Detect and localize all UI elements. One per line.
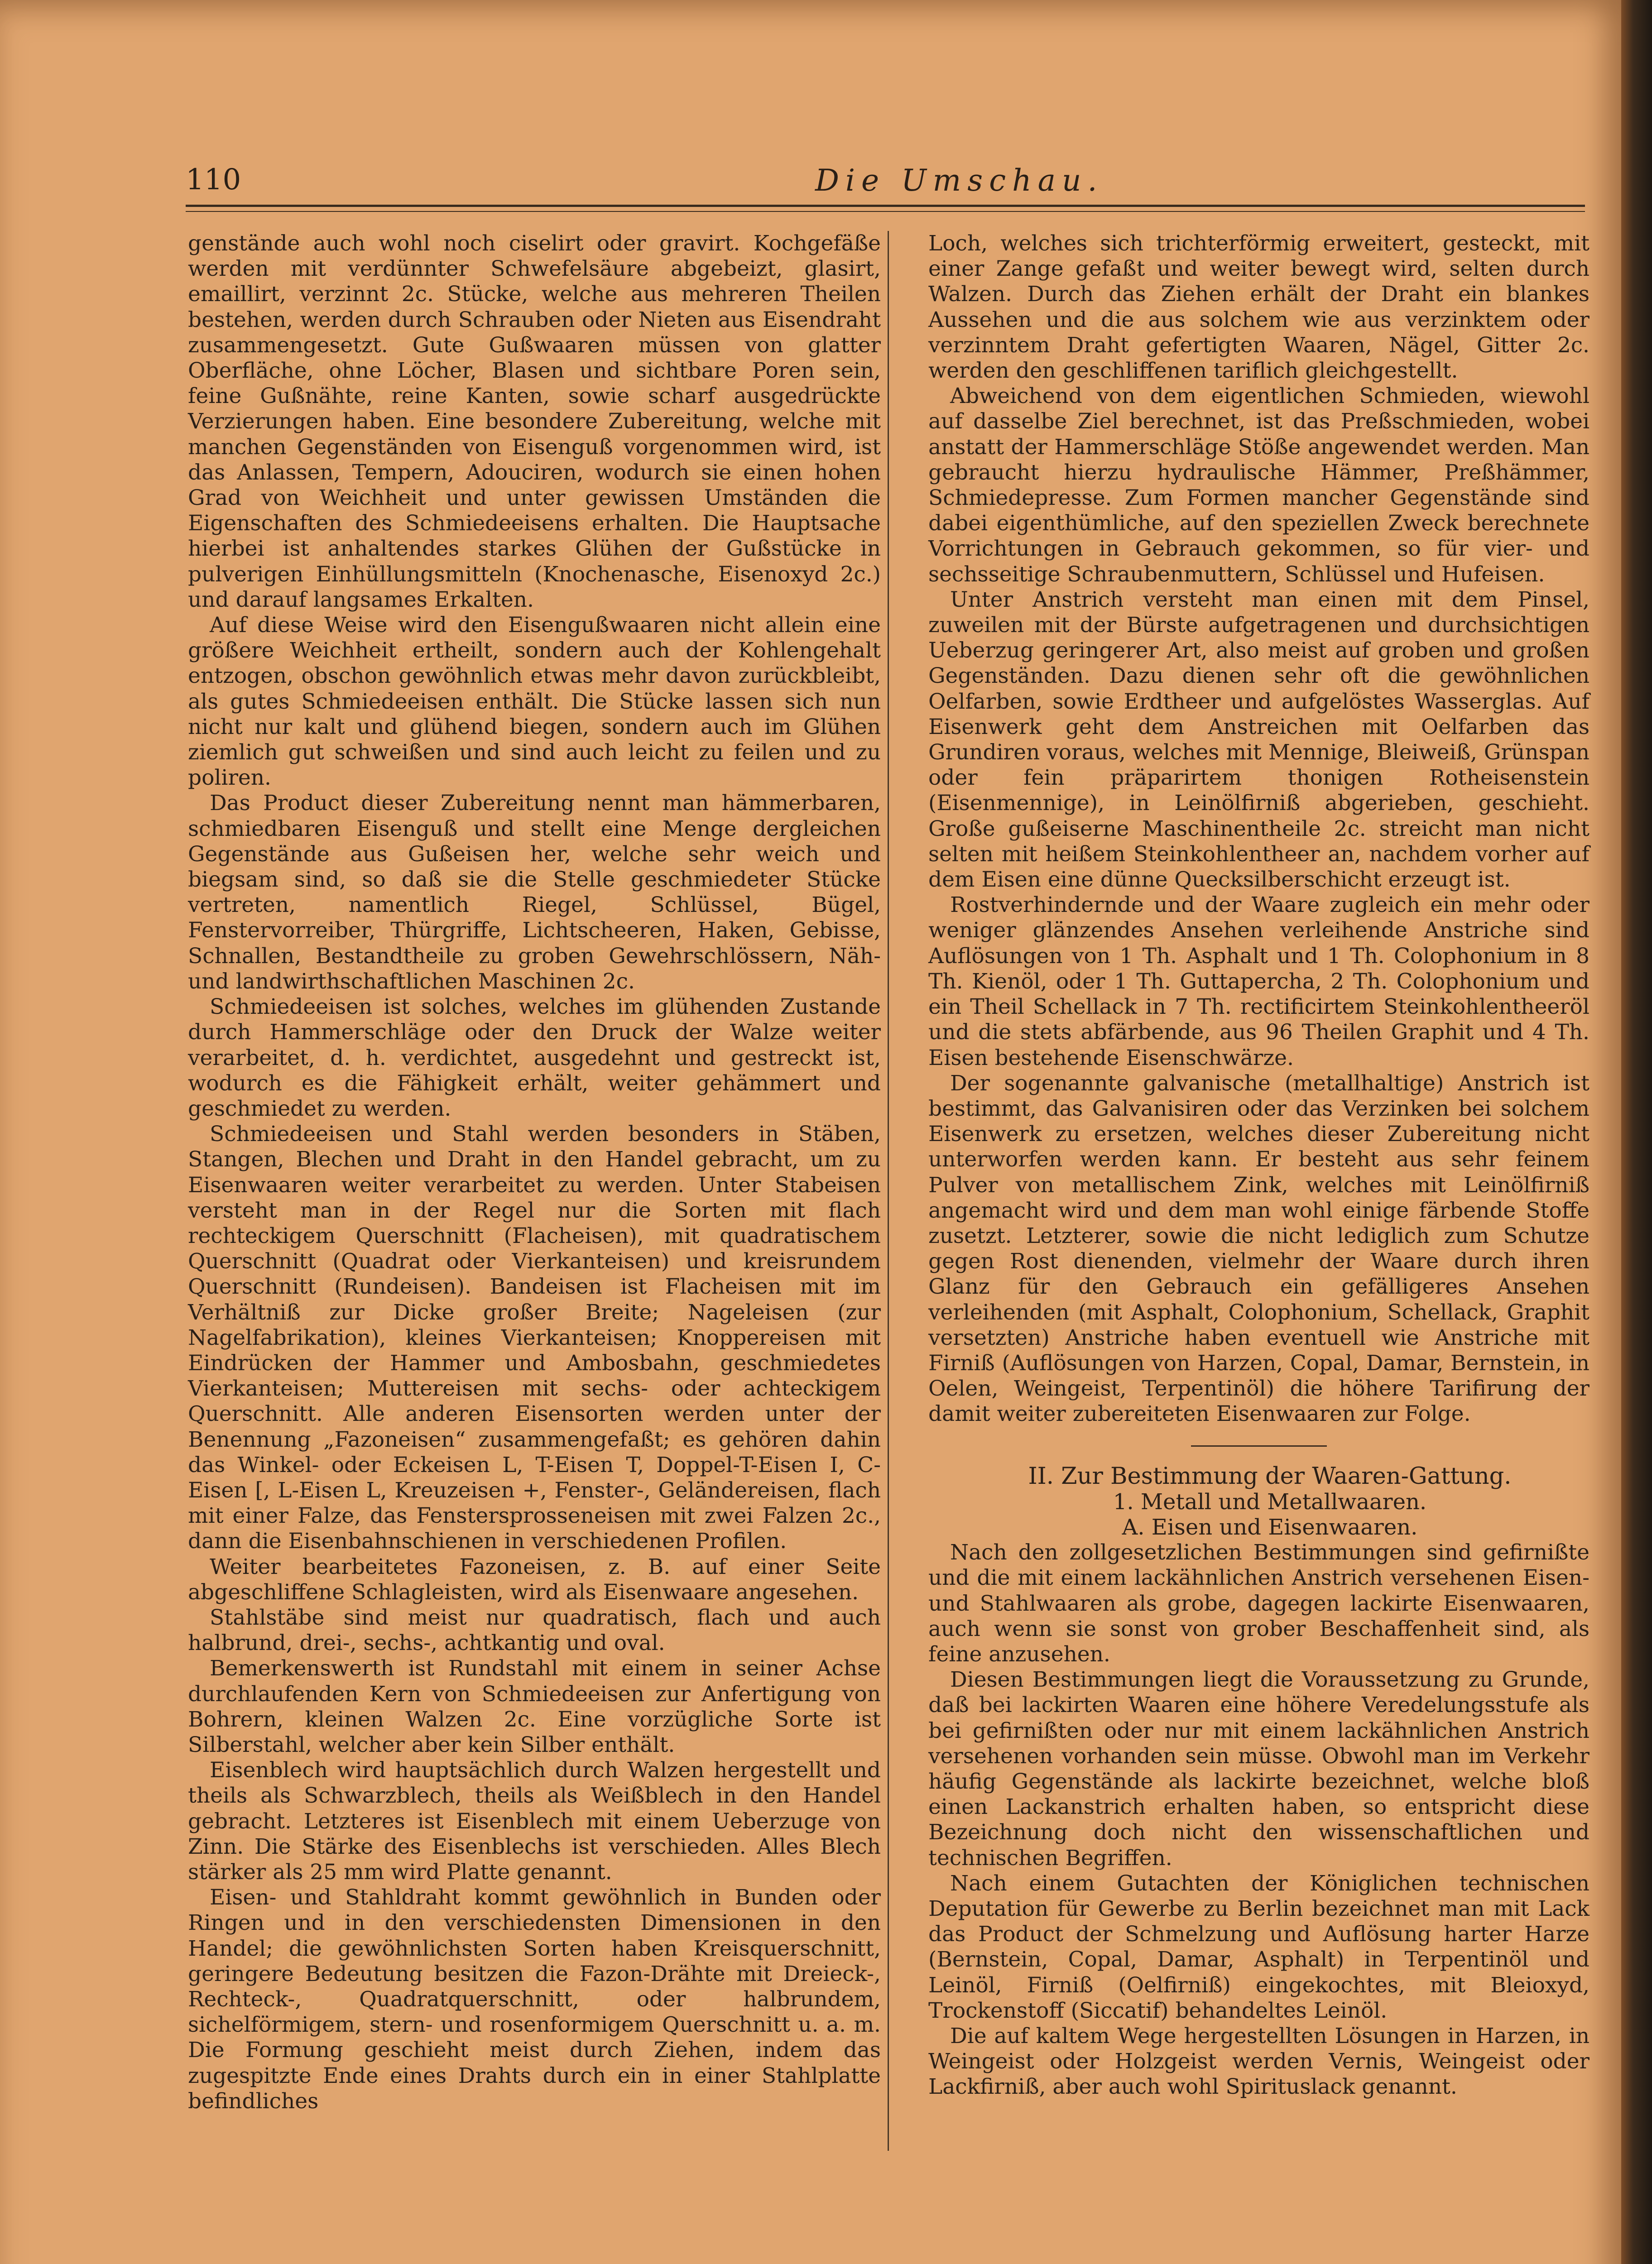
paragraph: Rostverhindernde und der Waare zugleich ein mehr oder weniger glänzendes Ansehen verleihende Anstriche sind Auflösungen von 1 Th. Asphalt und 1 Th. Colophonium in 8 Th. Kienöl, oder 1 Th. Guttapercha, 2 Th. Colophonium und ein Theil Schellack in 7 Th. rectificirtem Steinkohlentheeröl und die stets abfärbende, aus 96 Theilen Graphit und 4 Th. Eisen bestehende Eisenschwärze. [928,892,1590,1070]
paragraph: Weiter bearbeitetes Fazoneisen, z. B. auf einer Seite abgeschliffene Schlagleisten, wird als Eisenwaare angesehen. [188,1554,881,1605]
page-number: 110 [186,163,241,197]
column-divider [888,231,889,2151]
book-spine [1621,0,1652,2264]
paragraph: genstände auch wohl noch ciselirt oder gravirt. Kochgefäße werden mit verdünnter Schwefelsäure abgebeizt, glasirt, emaillirt, verzinnt 2c. Stücke, welche aus mehreren Theilen bestehen, werden durch Schrauben oder Nieten aus Eisendraht zusammengesetzt. Gute Gußwaaren müssen von glatter Oberfläche, ohne Löcher, Blasen und sichtbare Poren sein, feine Gußnähte, reine Kanten, sowie scharf ausgedrückte Verzierungen haben. Eine besondere Zubereitung, welche mit manchen Gegenständen von Eisenguß vorgenommen wird, ist das Anlassen, Tempern, Adouciren, wodurch sie einen hohen Grad von Weichheit und unter gewissen Umständen die Eigenschaften des Schmiedeeisens erhalten. Die Hauptsache hierbei ist anhaltendes starkes Glühen der Gußstücke in pulverigen Einhüllungsmitteln (Knochenasche, Eisenoxyd 2c.) und darauf langsames Erkalten. [188,231,881,612]
section-separator [1191,1445,1327,1447]
paragraph: Die auf kaltem Wege hergestellten Lösungen in Harzen, in Weingeist oder Holzgeist werden Vernis, Weingeist oder Lackfirniß, aber auch wohl Spirituslack genannt. [928,2024,1590,2100]
paragraph: Loch, welches sich trichterförmig erweitert, gesteckt, mit einer Zange gefaßt und weiter bewegt wird, selten durch Walzen. Durch das Ziehen erhält der Draht ein blankes Aussehen und die aus solchem wie aus verzinktem oder verzinntem Draht gefertigten Waaren, Nägel, Gitter 2c. werden den geschliffenen tariflich gleichgestellt. [928,231,1590,384]
header-rule-thin [186,211,1585,212]
paragraph: Schmiedeeisen und Stahl werden besonders in Stäben, Stangen, Blechen und Draht in den Handel gebracht, um zu Eisenwaaren weiter verarbeitet zu werden. Unter Stabeisen versteht man in der Regel nur die Sorten mit flach rechteckigem Querschnitt (Flacheisen), mit quadratischem Querschnitt (Quadrat oder Vierkanteisen) und kreisrundem Querschnitt (Rundeisen). Bandeisen ist Flacheisen mit im Verhältniß zur Dicke großer Breite; Nageleisen (zur Nagelfabrikation), kleines Vierkanteisen; Knoppereisen mit Eindrücken der Hammer und Ambosbahn, geschmiedetes Vierkanteisen; Muttereisen mit sechs- oder achteckigem Querschnitt. Alle anderen Eisensorten werden unter der Benennung „Fazoneisen“ zusammengefaßt; es gehören dahin das Winkel- oder Eckeisen L, T-Eisen T, Doppel-T-Eisen I, C-Eisen [, L-Eisen L, Kreuzeisen +, Fenster-, Geländereisen, flach mit einer Falze, das Fenstersprosseneisen mit zwei Falzen 2c., dann die Eisenbahnschienen in verschiedenen Profilen. [188,1122,881,1554]
section-heading: II. Zur Bestimmung der Waaren-Gattung. [1028,1463,1512,1490]
header-rule-thick [186,205,1585,207]
section-subheading: 1. Metall und Metallwaaren. [1113,1489,1427,1515]
paragraph: Nach einem Gutachten der Königlichen technischen Deputation für Gewerbe zu Berlin bezeichnet man mit Lack das Product der Schmelzung und Auflösung harter Harze (Bernstein, Copal, Damar, Asphalt) in Terpentinöl und Leinöl, Firniß (Oelfirniß) eingekochtes, mit Bleioxyd, Trockenstoff (Siccatif) behandeltes Leinöl. [928,1871,1590,2023]
paragraph: Eisen- und Stahldraht kommt gewöhnlich in Bunden oder Ringen und in den verschiedensten Dimensionen in den Handel; die gewöhnlichsten Sorten haben Kreisquerschnitt, geringere Bedeutung besitzen die Fazon-Drähte mit Dreieck-, Rechteck-, Quadratquerschnitt, oder halbrundem, sichelförmigem, stern- und rosenformigem Querschnitt u. a. m. Die Formung geschieht meist durch Ziehen, indem das zugespitzte Ende eines Drahts durch ein in einer Stahlplatte befindliches [188,1885,881,2114]
paragraph: Bemerkenswerth ist Rundstahl mit einem in seiner Achse durchlaufenden Kern von Schmiedeeisen zur Anfertigung von Bohrern, kleinen Walzen 2c. Eine vorzügliche Sorte ist Silberstahl, welcher aber kein Silber enthält. [188,1656,881,1757]
paragraph: Das Product dieser Zubereitung nennt man hämmerbaren, schmiedbaren Eisenguß und stellt eine Menge dergleichen Gegenstände aus Gußeisen her, welche sehr weich und biegsam sind, so daß sie die Stelle geschmiedeter Stücke vertreten, namentlich Riegel, Schlüssel, Bügel, Fenstervorreiber, Thürgriffe, Lichtscheeren, Haken, Gebisse, Schnallen, Bestandtheile zu groben Gewehrschlössern, Näh- und landwirthschaftlichen Maschinen 2c. [188,791,881,994]
section-subsubheading: A. Eisen und Eisenwaaren. [1122,1514,1418,1540]
right-column [928,231,1590,2178]
paragraph: Auf diese Weise wird den Eisengußwaaren nicht allein eine größere Weichheit ertheilt, sondern auch der Kohlengehalt entzogen, obschon gewöhnlich etwas mehr davon zurückbleibt, als gutes Schmiedeeisen enthält. Die Stücke lassen sich nun nicht nur kalt und glühend biegen, sondern auch im Glühen ziemlich gut schweißen und sind auch leicht zu feilen und zu poliren. [188,613,881,791]
paragraph: Schmiedeeisen ist solches, welches im glühenden Zustande durch Hammerschläge oder den Druck der Walze weiter verarbeitet, d. h. verdichtet, ausgedehnt und gestreckt ist, wodurch es die Fähigkeit erhält, weiter gehämmert und geschmiedet zu werden. [188,994,881,1121]
left-column [188,231,881,2178]
page-header [186,163,1585,204]
paragraph: Abweichend von dem eigentlichen Schmieden, wiewohl auf dasselbe Ziel berechnet, ist das Preßschmieden, wobei anstatt der Hammerschläge Stöße angewendet werden. Man gebraucht hierzu hydraulische Hämmer, Preßhämmer, Schmiedepresse. Zum Formen mancher Gegenstände sind dabei eigenthümliche, auf den speziellen Zweck berechnete Vorrichtungen in Gebrauch gekommen, so für vier- und sechsseitige Schraubenmuttern, Schlüssel und Hufeisen. [928,384,1590,587]
paragraph: Der sogenannte galvanische (metallhaltige) Anstrich ist bestimmt, das Galvanisiren oder das Verzinken bei solchem Eisenwerk zu ersetzen, welches dieser Zubereitung nicht unterworfen werden kann. Er besteht aus sehr feinem Pulver von metallischem Zink, welches mit Leinölfirniß angemacht wird und dem man wohl einige färbende Stoffe zusetzt. Letzterer, sowie die nicht lediglich zum Schutze gegen Rost dienenden, vielmehr der Waare durch ihren Glanz für den Gebrauch ein gefälligeres Ansehen verleihenden (mit Asphalt, Colophonium, Schellack, Graphit versetzten) Anstriche haben eventuell wie Anstriche mit Firniß (Auflösungen von Harzen, Copal, Damar, Bernstein, in Oelen, Weingeist, Terpentinöl) die höhere Tarifirung der damit weiter zubereiteten Eisenwaaren zur Folge. [928,1070,1590,1427]
running-title: Die Umschau. [815,163,1104,198]
paragraph: Nach den zollgesetzlichen Bestimmungen sind gefirnißte und die mit einem lackähnlichen Anstrich versehenen Eisen- und Stahlwaaren als grobe, dagegen lackirte Eisenwaaren, auch wenn sie sonst von grober Beschaffenheit sind, als feine anzusehen. [928,1540,1590,1667]
paragraph: Eisenblech wird hauptsächlich durch Walzen hergestellt und theils als Schwarzblech, theils als Weißblech in den Handel gebracht. Letzteres ist Eisenblech mit einem Ueberzuge von Zinn. Die Stärke des Eisenblechs ist verschieden. Alles Blech stärker als 25 mm wird Platte genannt. [188,1758,881,1885]
paragraph: Unter Anstrich versteht man einen mit dem Pinsel, zuweilen mit der Bürste aufgetragenen und durchsichtigen Ueberzug geringerer Art, also meist auf groben und großen Gegenständen. Dazu dienen sehr oft die gewöhnlichen Oelfarben, sowie Erdtheer und aufgelöstes Wasserglas. Auf Eisenwerk geht dem Anstreichen mit Oelfarben das Grundiren voraus, welches mit Mennige, Bleiweiß, Grünspan oder fein präparirtem thonigen Rotheisenstein (Eisenmennige), in Leinölfirniß abgerieben, geschieht. Große gußeiserne Maschinentheile 2c. streicht man nicht selten mit heißem Steinkohlentheer an, nachdem vorher auf dem Eisen eine dünne Quecksilberschicht erzeugt ist. [928,587,1590,892]
paragraph: Stahlstäbe sind meist nur quadratisch, flach und auch halbrund, drei-, sechs-, achtkantig und oval. [188,1605,881,1656]
paragraph: Diesen Bestimmungen liegt die Voraussetzung zu Grunde, daß bei lackirten Waaren eine höhere Veredelungsstufe als bei gefirnißten oder nur mit einem lackähnlichen Anstrich versehenen vorhanden sein müsse. Obwohl man im Verkehr häufig Gegenstände als lackirte bezeichnet, welche bloß einen Lackanstrich erhalten haben, so entspricht diese Bezeichnung doch nicht den wissenschaftlichen und technischen Begriffen. [928,1667,1590,1871]
